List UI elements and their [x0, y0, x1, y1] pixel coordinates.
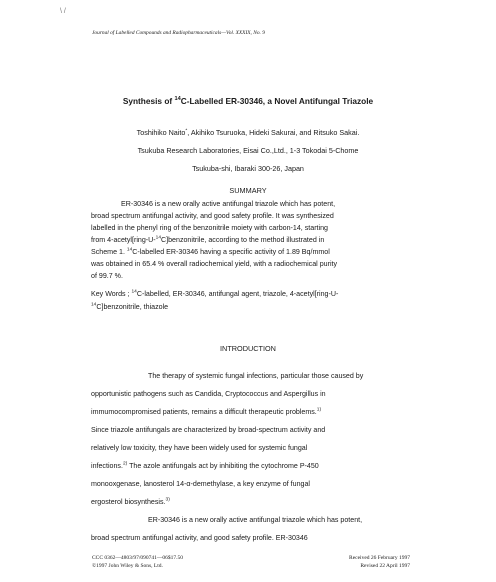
summary-line-4	[91, 236, 324, 244]
summary-line-7: of 99.7 %.	[91, 272, 123, 280]
title-pre: Synthesis of	[122, 96, 175, 106]
summary-line-4-sup: 14	[155, 235, 162, 241]
summary-line-3: labelled in the phenyl ring of the benzonitrile moiety with carbon-14, starting	[91, 224, 328, 232]
footer-ccc: CCC 0362—4803/97/090741—06$17.50	[92, 555, 184, 561]
authors-sup: *	[185, 128, 188, 134]
authors-post: , Akihiko Tsuruoka, Hideki Sakurai, and Ritsuko Sakai.	[187, 128, 360, 137]
summary-line-4-post: C]benzonitrile, according to the method illustrated in	[161, 236, 325, 244]
intro-line-8	[91, 498, 170, 506]
ref-1: 1)	[316, 407, 322, 413]
intro-line-5: relatively low toxicity, they have been widely used for systemic fungal	[91, 444, 308, 452]
intro-line-8-text: ergosterol biosynthesis.	[91, 498, 166, 506]
authors-pre: Toshihiko Naito	[136, 128, 186, 137]
intro-line-9: ER-30346 is a new orally active antifungal triazole which has potent,	[148, 516, 363, 524]
summary-line-5	[91, 248, 330, 256]
intro-line-10: broad spectrum antifungal activity, and good safety profile. ER-30346	[91, 534, 308, 542]
summary-line-2: broad spectrum antifungal activity, and good safety profile. It was synthesized	[91, 212, 334, 220]
summary-line-5-pre: Scheme 1.	[91, 248, 127, 256]
summary-line-1: ER-30346 is a new orally active antifungal triazole which has potent,	[121, 200, 336, 208]
keywords-line-2-text: C]benzonitrile, thiazole	[96, 303, 169, 311]
keywords-sup: 14	[131, 289, 137, 295]
keywords-line-2-sup: 14	[91, 302, 97, 308]
affiliation-line-2: Tsukuba-shi, Ibaraki 300-26, Japan	[192, 164, 304, 173]
introduction-heading: INTRODUCTION	[220, 344, 276, 353]
intro-line-3-text: immumocompromised patients, remains a difficult therapeutic problems.	[91, 408, 317, 416]
intro-line-3	[91, 408, 321, 416]
affiliation-line-1: Tsukuba Research Laboratories, Eisai Co.,Ltd., 1-3 Tokodai 5-Chome	[137, 146, 359, 155]
summary-heading: SUMMARY	[229, 186, 267, 195]
intro-line-2: opportunistic pathogens such as Candida, Cryptococcus and Aspergillus in	[91, 390, 326, 398]
title-post: C-Labelled ER-30346, a Novel Antifungal Triazole	[180, 96, 374, 106]
keywords-line-2	[91, 303, 168, 311]
intro-line-6-text: infections.	[91, 462, 123, 470]
ref-2: 2)	[122, 461, 128, 467]
summary-line-5-sup: 14	[126, 247, 133, 253]
intro-line-6-post: The azole antifungals act by inhibiting the cytochrome P-450	[127, 462, 319, 470]
keywords-text: C-labelled, ER-30346, antifungal agent, triazole, 4-acetyl[ring-U-	[136, 290, 339, 298]
summary-line-6: was obtained in 65.4 % overall radiochemical yield, with a radiochemical purity	[91, 260, 338, 268]
ref-3: 3)	[165, 497, 170, 503]
summary-line-5-post: C-labelled ER-30346 having a specific activity of 1.89 Bq/mmol	[132, 248, 330, 256]
intro-line-7: monooxgenase, lanosterol 14-α-demethylase, a key enzyme of fungal	[91, 480, 311, 488]
footer-revised: Revised 22 April 1997	[360, 563, 410, 569]
summary-line-4-pre: from 4-acetyl[ring-U-	[91, 236, 156, 244]
keywords-line-1	[91, 290, 338, 298]
intro-line-1: The therapy of systemic fungal infections, particular those caused by	[148, 372, 364, 380]
intro-line-4: Since triazole antifungals are characterized by broad-spectrum activity and	[91, 426, 326, 434]
authors	[0, 128, 496, 137]
intro-line-6	[91, 462, 319, 470]
paper-title	[0, 96, 496, 106]
title-sup: 14	[174, 96, 181, 103]
journal-header: Journal of Labelled Compounds and Radiopharmaceuticals—Vol. XXXIX, No. 9	[92, 30, 265, 36]
footer-copyright: ©1997 John Wiley & Sons, Ltd.	[92, 563, 163, 569]
scan-mark: \ /	[60, 8, 66, 15]
keywords-label: Key Words ;	[91, 290, 132, 298]
footer-received: Received 26 February 1997	[349, 555, 410, 561]
